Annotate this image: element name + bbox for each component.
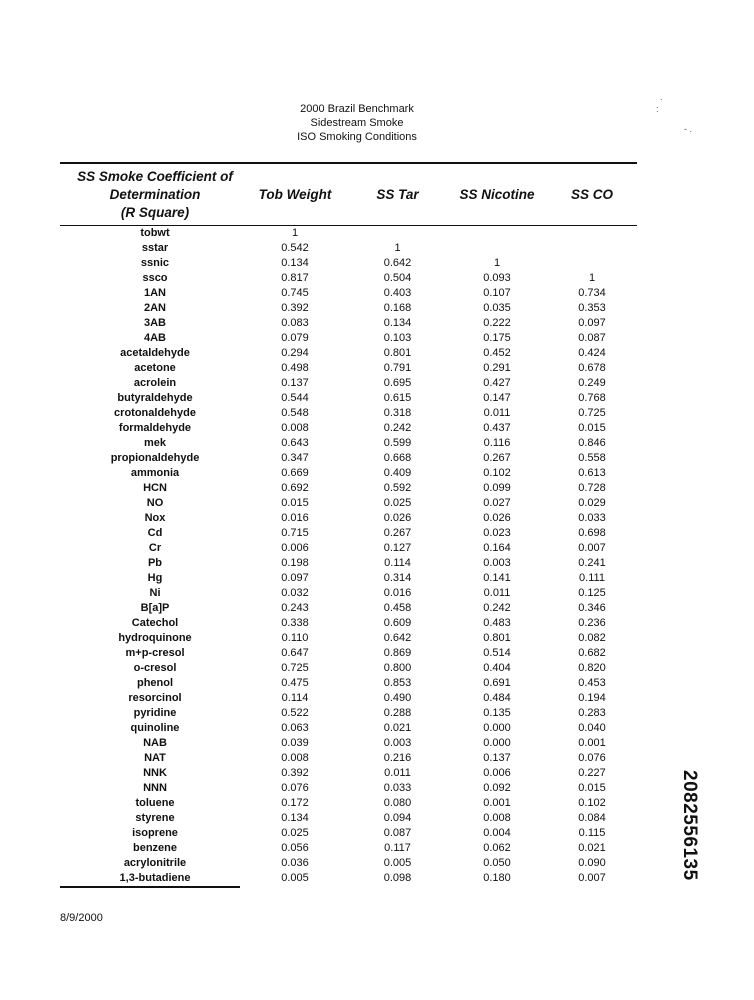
ss-nicotine-value: 0.027 [483, 497, 511, 509]
ss-nicotine-value: 0.026 [483, 512, 511, 524]
ss-co-value: 0.613 [578, 467, 606, 479]
ss-co-value: 0.111 [579, 572, 605, 584]
ss-nicotine-value: 0.107 [483, 287, 511, 299]
ss-co-value: 0.007 [578, 542, 606, 554]
ss-nicotine-value: 0.147 [483, 392, 511, 404]
ss-co-value: 0.040 [578, 722, 606, 734]
table-row [0, 346, 754, 361]
row-label: tobwt [140, 227, 170, 239]
ss-tar-value: 0.021 [383, 722, 412, 734]
row-label: NO [146, 497, 164, 509]
ss-tar-value: 0.615 [383, 392, 412, 404]
table-row [0, 796, 754, 811]
table-row [0, 271, 754, 286]
row-label: isoprene [132, 827, 178, 839]
ss-co-value: 0.194 [578, 692, 606, 704]
table-row [0, 631, 754, 646]
table-row [0, 301, 754, 316]
ss-co-value: 0.001 [578, 737, 606, 749]
row-label: mek [143, 437, 167, 449]
document-id-number: 2082556135 [679, 770, 700, 881]
ss-tar-value: 0.080 [383, 797, 412, 809]
row-label: Nox [144, 512, 166, 524]
ss-nicotine-value: 0.003 [483, 557, 511, 569]
ss-tar-value: 0.242 [383, 422, 412, 434]
tob-weight-value: 0.392 [281, 767, 309, 779]
row-label-header [60, 168, 250, 222]
ss-co-value: 0.453 [578, 677, 606, 689]
ss-nicotine-value: 0.001 [483, 797, 511, 809]
ss-tar-value: 0.409 [383, 467, 412, 479]
row-label: quinoline [130, 722, 180, 734]
ss-co-value: 0.249 [578, 377, 606, 389]
scan-speck: : [656, 104, 659, 114]
table-row [0, 766, 754, 781]
ss-co-value: 0.102 [578, 797, 606, 809]
tob-weight-value: 0.669 [281, 467, 309, 479]
ss-nicotine-value: 0.452 [483, 347, 511, 359]
table-row [0, 646, 754, 661]
row-label: o-cresol [133, 662, 177, 674]
table-row [0, 586, 754, 601]
tob-weight-value: 0.347 [281, 452, 309, 464]
row-label: benzene [132, 842, 177, 854]
ss-nicotine-value: 0.011 [483, 407, 511, 419]
tob-weight-value: 0.134 [281, 257, 309, 269]
table-row [0, 826, 754, 841]
ss-tar-value: 0.087 [383, 827, 412, 839]
row-label: 1,3-butadiene [119, 872, 191, 884]
ss-nicotine-value: 0.035 [483, 302, 511, 314]
column-header-ss-co: SS CO [570, 187, 613, 202]
ss-tar-value: 0.025 [383, 497, 412, 509]
row-label: Cr [148, 542, 162, 554]
table-top-rule [60, 162, 637, 164]
ss-nicotine-value: 0.404 [483, 662, 511, 674]
ss-co-value: 0.846 [578, 437, 606, 449]
table-row [0, 406, 754, 421]
tob-weight-value: 0.008 [281, 752, 309, 764]
ss-tar-value: 0.094 [383, 812, 412, 824]
ss-nicotine-value: 0.427 [483, 377, 511, 389]
table-row [0, 436, 754, 451]
table-row [0, 721, 754, 736]
ss-co-value: 0.734 [578, 287, 606, 299]
row-label: ssco [142, 272, 168, 284]
ss-co-value: 0.698 [578, 527, 606, 539]
tob-weight-value: 0.243 [281, 602, 309, 614]
row-label: Cd [147, 527, 163, 539]
table-row [0, 286, 754, 301]
row-label: formaldehyde [118, 422, 192, 434]
tob-weight-value: 0.110 [281, 632, 309, 644]
ss-tar-value: 0.127 [383, 542, 412, 554]
table-row [0, 751, 754, 766]
row-label: Pb [147, 557, 163, 569]
ss-co-value: 0.090 [578, 857, 606, 869]
tob-weight-value: 0.725 [281, 662, 309, 674]
tob-weight-value: 0.548 [281, 407, 309, 419]
ss-tar-value: 0.609 [383, 617, 412, 629]
ss-co-value: 0.087 [578, 332, 606, 344]
ss-co-value: 0.728 [578, 482, 606, 494]
row-label: resorcinol [128, 692, 182, 704]
ss-tar-value: 0.695 [383, 377, 412, 389]
row-label: crotonaldehyde [114, 407, 196, 419]
ss-tar-value: 0.314 [383, 572, 412, 584]
ss-tar-value: 0.853 [383, 677, 412, 689]
ss-tar-value: 0.216 [383, 752, 412, 764]
row-label: B[a]P [140, 602, 170, 614]
tob-weight-value: 0.008 [281, 422, 309, 434]
row-label: acetone [134, 362, 176, 374]
row-label: butyraldehyde [117, 392, 193, 404]
table-row [0, 361, 754, 376]
table-row [0, 466, 754, 481]
row-label: sstar [141, 242, 169, 254]
table-row [0, 241, 754, 256]
ss-tar-value: 0.003 [383, 737, 412, 749]
table-bottom-rule [60, 886, 240, 888]
ss-co-value: 0.082 [578, 632, 606, 644]
ss-co-value: 0.424 [578, 347, 606, 359]
ss-nicotine-value: 0.102 [483, 467, 511, 479]
ss-co-value: 0.227 [578, 767, 606, 779]
tob-weight-value: 0.647 [281, 647, 309, 659]
table-row [0, 676, 754, 691]
tob-weight-value: 0.692 [281, 482, 309, 494]
ss-nicotine-value: 0.000 [483, 737, 511, 749]
table-row [0, 541, 754, 556]
row-label: m+p-cresol [125, 647, 185, 659]
ss-nicotine-value: 0.437 [483, 422, 511, 434]
ss-tar-value: 0.318 [383, 407, 412, 419]
row-label: 2AN [143, 302, 166, 314]
tob-weight-value: 0.097 [281, 572, 309, 584]
tob-weight-value: 0.294 [281, 347, 309, 359]
table-row [0, 841, 754, 856]
table-row [0, 871, 754, 886]
tob-weight-value: 0.475 [281, 677, 309, 689]
tob-weight-value: 0.643 [281, 437, 309, 449]
ss-co-value: 0.241 [578, 557, 606, 569]
ss-nicotine-value: 0.483 [483, 617, 511, 629]
tob-weight-value: 0.016 [281, 512, 309, 524]
row-label: 1AN [143, 287, 166, 299]
row-label: NNK [143, 767, 167, 779]
ss-tar-value: 0.869 [383, 647, 412, 659]
tob-weight-value: 0.498 [281, 362, 309, 374]
ss-nicotine-value: 0.801 [483, 632, 511, 644]
table-row [0, 226, 754, 241]
table-row [0, 571, 754, 586]
column-header-ss-nicotine: SS Nicotine [459, 187, 535, 202]
ss-tar-value: 0.033 [383, 782, 412, 794]
title-line-3: ISO Smoking Conditions [297, 131, 417, 143]
row-label: 4AB [143, 332, 166, 344]
ss-nicotine-value: 0.141 [483, 572, 511, 584]
table-row [0, 691, 754, 706]
table-row [0, 421, 754, 436]
tob-weight-value: 0.715 [281, 527, 309, 539]
ss-nicotine-value: 0.004 [483, 827, 511, 839]
row-label: styrene [135, 812, 175, 824]
tob-weight-value: 0.392 [281, 302, 309, 314]
ss-nicotine-value: 0.062 [483, 842, 511, 854]
ss-nicotine-value: 0.116 [483, 437, 511, 449]
ss-nicotine-value: 0.006 [483, 767, 511, 779]
ss-tar-value: 0.791 [383, 362, 412, 374]
table-row [0, 391, 754, 406]
ss-tar-value: 0.403 [383, 287, 412, 299]
tob-weight-value: 0.056 [281, 842, 309, 854]
ss-co-value: 0.678 [578, 362, 606, 374]
table-row [0, 481, 754, 496]
ss-tar-value: 0.114 [384, 557, 411, 569]
ss-tar-value: 0.592 [383, 482, 412, 494]
ss-tar-value: 0.800 [383, 662, 412, 674]
ss-co-value: 0.007 [578, 872, 606, 884]
row-label-header-line-2: Determination [109, 187, 201, 202]
ss-nicotine-value: 0.050 [483, 857, 511, 869]
ss-tar-value: 0.801 [383, 347, 412, 359]
row-label-header-line-1: SS Smoke Coefficient of [77, 169, 233, 184]
ss-nicotine-value: 0.291 [483, 362, 511, 374]
table-row [0, 316, 754, 331]
row-label: propionaldehyde [110, 452, 200, 464]
ss-co-value: 0.076 [578, 752, 606, 764]
ss-co-value: 0.725 [578, 407, 606, 419]
row-label: acetaldehyde [120, 347, 190, 359]
tob-weight-value: 0.063 [281, 722, 309, 734]
row-label: NAB [143, 737, 167, 749]
ss-tar-value: 0.168 [383, 302, 412, 314]
table-row [0, 451, 754, 466]
ss-tar-value: 0.098 [383, 872, 412, 884]
data-table-body [0, 226, 754, 886]
table-row [0, 811, 754, 826]
tob-weight-value: 0.039 [281, 737, 309, 749]
tob-weight-value: 0.114 [281, 692, 309, 704]
ss-nicotine-value: 0.484 [483, 692, 511, 704]
ss-tar-value: 0.103 [383, 332, 412, 344]
ss-co-value: 0.346 [578, 602, 606, 614]
tob-weight-value: 0.172 [281, 797, 309, 809]
ss-tar-value: 0.134 [383, 317, 412, 329]
ss-co-value: 0.353 [578, 302, 606, 314]
report-title [0, 102, 714, 144]
ss-co-value: 0.236 [578, 617, 606, 629]
tob-weight-value: 0.006 [281, 542, 309, 554]
row-label: Catechol [131, 617, 179, 629]
ss-nicotine-value: 1 [493, 257, 501, 269]
table-row [0, 511, 754, 526]
ss-nicotine-value: 0.092 [483, 782, 511, 794]
row-label: 3AB [143, 317, 166, 329]
ss-co-value: 0.015 [578, 422, 606, 434]
tob-weight-value: 0.036 [281, 857, 309, 869]
row-label-header-line-3: (R Square) [120, 205, 190, 220]
table-row [0, 661, 754, 676]
ss-co-value: 0.084 [578, 812, 606, 824]
ss-nicotine-value: 0.242 [483, 602, 511, 614]
ss-nicotine-value: 0.514 [483, 647, 511, 659]
ss-co-value: 0.558 [578, 452, 606, 464]
ss-nicotine-value: 0.164 [483, 542, 511, 554]
ss-co-value: 0.097 [578, 317, 606, 329]
table-row [0, 856, 754, 871]
table-row [0, 736, 754, 751]
tob-weight-value: 0.005 [281, 872, 309, 884]
ss-nicotine-value: 0.099 [483, 482, 511, 494]
ss-nicotine-value: 0.135 [483, 707, 511, 719]
ss-tar-value: 0.599 [383, 437, 412, 449]
ss-co-value: 0.033 [578, 512, 606, 524]
ss-co-value: 0.115 [578, 827, 606, 839]
ss-tar-value: 0.117 [384, 842, 411, 854]
row-label: hydroquinone [118, 632, 192, 644]
ss-co-value: 0.820 [578, 662, 606, 674]
tob-weight-value: 0.338 [281, 617, 309, 629]
ss-nicotine-value: 0.093 [483, 272, 511, 284]
column-header-tob-weight: Tob Weight [258, 187, 332, 202]
tob-weight-value: 0.079 [281, 332, 309, 344]
table-row [0, 556, 754, 571]
table-row [0, 496, 754, 511]
scan-speck: . [660, 92, 663, 102]
tob-weight-value: 0.015 [281, 497, 309, 509]
tob-weight-value: 0.522 [281, 707, 309, 719]
row-label: ammonia [130, 467, 180, 479]
ss-tar-value: 0.011 [384, 767, 411, 779]
table-row [0, 601, 754, 616]
ss-co-value: 1 [588, 272, 596, 284]
ss-co-value: 0.125 [578, 587, 606, 599]
tob-weight-value: 0.083 [281, 317, 309, 329]
report-date: 8/9/2000 [60, 912, 103, 924]
row-label: acrylonitrile [123, 857, 187, 869]
row-label: Hg [147, 572, 163, 584]
ss-tar-value: 0.668 [383, 452, 412, 464]
tob-weight-value: 0.032 [281, 587, 309, 599]
row-label: acrolein [133, 377, 177, 389]
ss-nicotine-value: 0.137 [483, 752, 511, 764]
ss-co-value: 0.021 [578, 842, 606, 854]
ss-nicotine-value: 0.175 [483, 332, 511, 344]
table-row [0, 376, 754, 391]
tob-weight-value: 0.544 [281, 392, 309, 404]
table-row [0, 331, 754, 346]
tob-weight-value: 0.076 [281, 782, 309, 794]
row-label: NAT [144, 752, 166, 764]
tob-weight-value: 0.198 [281, 557, 309, 569]
tob-weight-value: 1 [291, 227, 299, 239]
tob-weight-value: 0.137 [281, 377, 309, 389]
row-label: ssnic [140, 257, 170, 269]
ss-nicotine-value: 0.180 [483, 872, 511, 884]
ss-tar-value: 0.504 [383, 272, 412, 284]
tob-weight-value: 0.817 [281, 272, 309, 284]
ss-co-value: 0.283 [578, 707, 606, 719]
row-label: HCN [143, 482, 167, 494]
ss-nicotine-value: 0.691 [483, 677, 511, 689]
table-row [0, 781, 754, 796]
ss-co-value: 0.682 [578, 647, 606, 659]
ss-tar-value: 0.016 [383, 587, 412, 599]
table-row [0, 706, 754, 721]
title-line-1: 2000 Brazil Benchmark [300, 103, 414, 115]
ss-tar-value: 0.026 [383, 512, 412, 524]
ss-tar-value: 0.642 [383, 632, 412, 644]
table-row [0, 256, 754, 271]
ss-tar-value: 0.490 [383, 692, 412, 704]
title-line-2: Sidestream Smoke [310, 117, 404, 129]
row-label: Ni [149, 587, 161, 599]
tob-weight-value: 0.134 [281, 812, 309, 824]
tob-weight-value: 0.025 [281, 827, 309, 839]
ss-tar-value: 0.288 [383, 707, 412, 719]
scan-speck: - . [684, 124, 692, 134]
row-label: NNN [143, 782, 167, 794]
ss-tar-value: 0.642 [383, 257, 412, 269]
ss-nicotine-value: 0.023 [483, 527, 511, 539]
ss-tar-value: 0.267 [383, 527, 412, 539]
ss-nicotine-value: 0.000 [483, 722, 511, 734]
ss-co-value: 0.015 [578, 782, 606, 794]
row-label: phenol [136, 677, 174, 689]
ss-co-value: 0.029 [578, 497, 606, 509]
table-row [0, 526, 754, 541]
ss-nicotine-value: 0.011 [483, 587, 511, 599]
ss-tar-value: 0.005 [383, 857, 412, 869]
column-header-ss-tar: SS Tar [376, 187, 419, 202]
ss-tar-value: 1 [394, 242, 401, 254]
row-label: toluene [135, 797, 175, 809]
ss-co-value: 0.768 [578, 392, 606, 404]
tob-weight-value: 0.542 [281, 242, 309, 254]
tob-weight-value: 0.745 [281, 287, 309, 299]
ss-tar-value: 0.458 [383, 602, 412, 614]
table-row [0, 616, 754, 631]
ss-nicotine-value: 0.267 [483, 452, 511, 464]
ss-nicotine-value: 0.008 [483, 812, 511, 824]
ss-nicotine-value: 0.222 [483, 317, 511, 329]
row-label: pyridine [133, 707, 177, 719]
